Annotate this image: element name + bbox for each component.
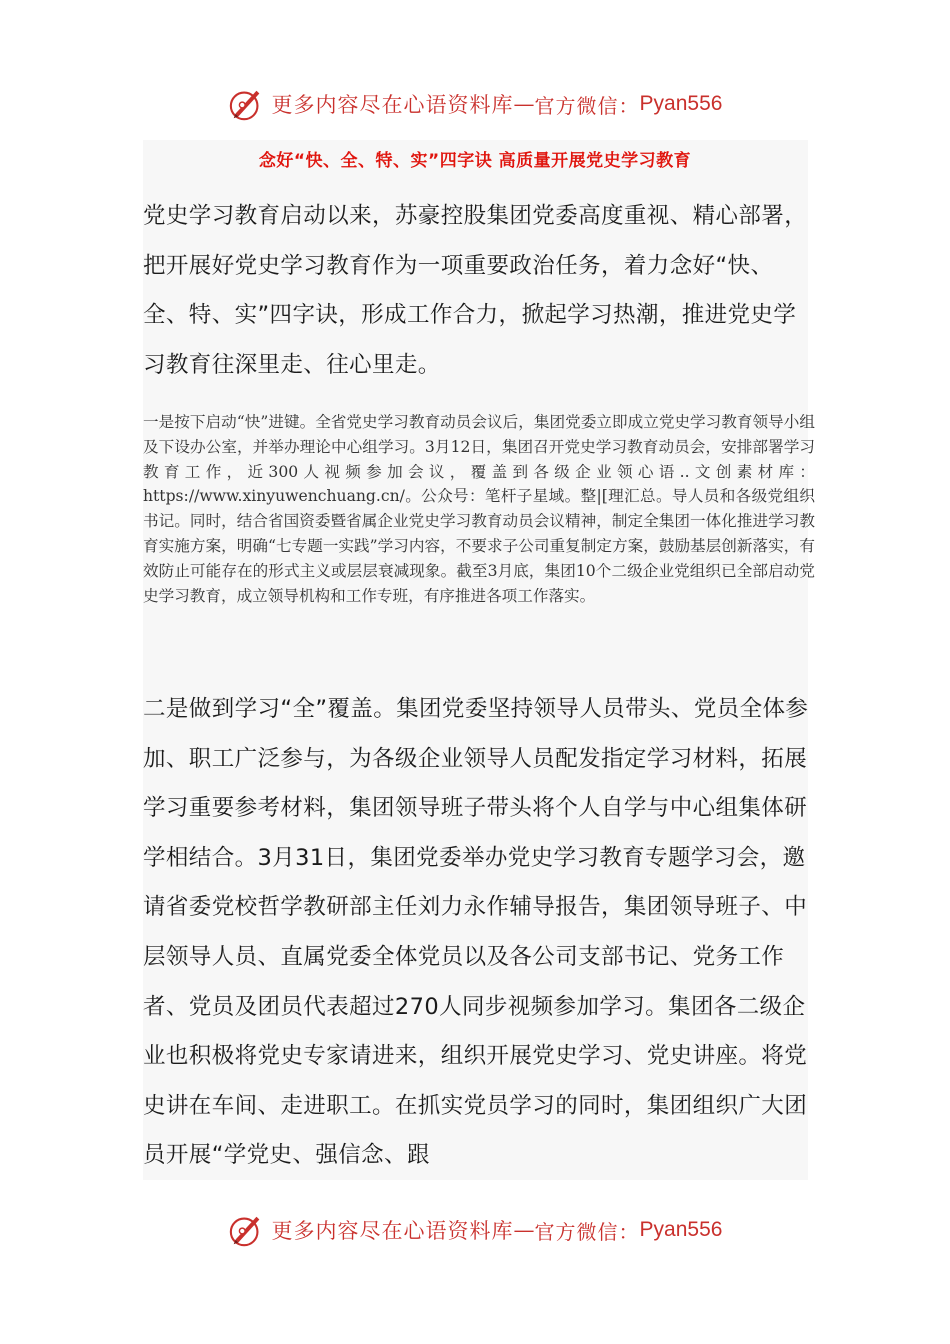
- pen-circle-logo-icon: [228, 1211, 266, 1249]
- paragraph-intro: 党史学习教育启动以来，苏豪控股集团党委高度重视、精心部署，把开展好党史学习教育作为一项重要政治任务，着力念好“快、全、特、实”四字诀，形成工作合力，掀起学习热潮，推进党史学习教育往深里走、往心里走。: [143, 203, 808, 378]
- banner-separator: —: [513, 1218, 535, 1242]
- document-title: 念好“快、全、特、实”四字诀 高质量开展党史学习教育: [258, 151, 692, 171]
- paragraph-fast: 一是按下启动“快”进键。全省党史学习教育动员会议后，集团党委立即成立党史学习教育领导小组及下设办公室，并举办理论中心组学习。3月12日，集团召开党史学习教育动员会，安排部署学习教育工作，近300人视频参加会议，覆盖到各级企业领心语..文创素材库：https://www.xinyuwenchuang.cn/。公众号：笔杆子星域。整|[理汇总。导人员和各级党组织书记。同时，结合省国资委暨省属企业党史学习教育动员会议精神，制定全集团一体化推进学习教育实施方案，明确“七专题一实践”学习内容，不要求子公司重复制定方案，鼓励基层创新落实，有效防止可能存在的形式主义或层层衰减现象。截至3月底，集团10个二级企业党组织已全部启动党史学习教育，成立领导机构和工作专班，有序推进各项工作落实。: [143, 413, 815, 605]
- header-banner: [0, 82, 950, 126]
- banner-slogan: 更多内容尽在心语资料库: [271, 1219, 514, 1243]
- banner-contact-label: 官方微信：: [534, 1219, 640, 1244]
- banner-separator: —: [513, 92, 535, 116]
- paragraph-full: 二是做到学习“全”覆盖。集团党委坚持领导人员带头、党员全体参加、职工广泛参与，为各级企业领导人员配发指定学习材料，拓展学习重要参考材料，集团领导班子带头将个人自学与中心组集体研学相结合。3月31日，集团党委举办党史学习教育专题学习会，邀请省委党校哲学教研部主任刘力永作辅导报告，集团领导班子、中层领导人员、直属党委全体党员以及各公司支部书记、党务工作者、党员及团员代表超过270人同步视频参加学习。集团各二级企业也积极将党史专家请进来，组织开展党史学习、党史讲座。将党史讲在车间、走进职工。在抓实党员学习的同时，集团组织广大团员开展“学党史、强信念、跟: [143, 696, 809, 1169]
- pen-circle-logo-icon: [228, 85, 266, 123]
- banner-contact-label: 官方微信：: [534, 93, 640, 118]
- footer-banner: [0, 1208, 950, 1252]
- banner-slogan: 更多内容尽在心语资料库: [271, 93, 514, 117]
- banner-wechat-id: Pyan556: [639, 92, 723, 115]
- banner-wechat-id: Pyan556: [639, 1218, 723, 1241]
